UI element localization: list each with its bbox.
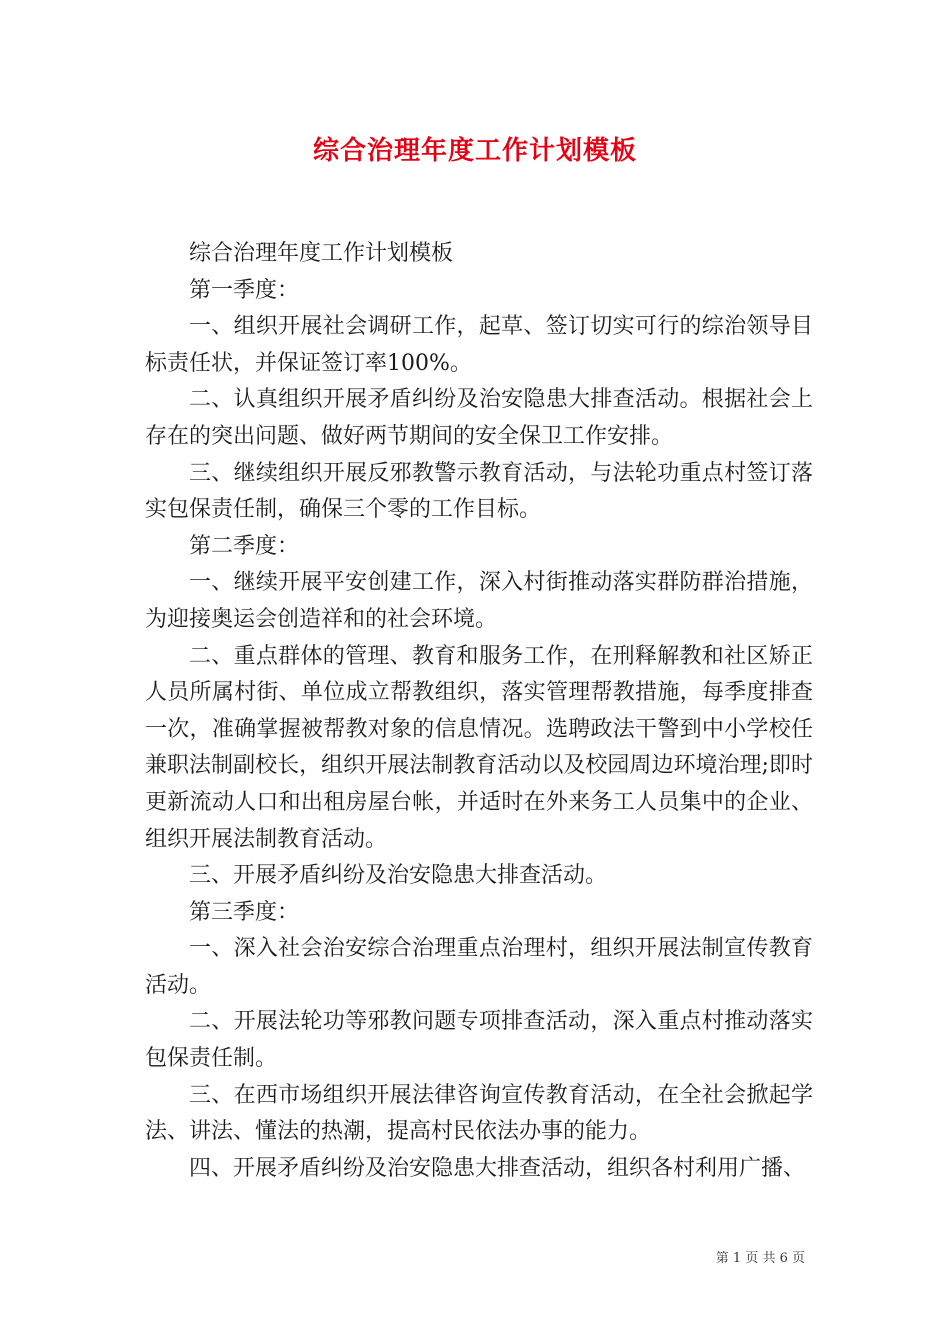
paragraph: 二、开展法轮功等邪教问题专项排查活动，深入重点村推动落实包保责任制。: [145, 1009, 813, 1072]
paragraph-q3-heading: 第三季度：: [189, 899, 300, 925]
paragraph: 四、开展矛盾纠纷及治安隐患大排查活动，组织各村利用广播、: [189, 1155, 806, 1181]
page-number-footer: 第 1 页 共 6 页: [715, 1251, 805, 1266]
paragraph: 二、认真组织开展矛盾纠纷及治安隐患大排查活动。根据社会上存在的突出问题、做好两节期间的安全保卫工作安排。: [145, 387, 813, 449]
paragraph-subtitle: 综合治理年度工作计划模板: [189, 241, 454, 266]
document-body: [145, 236, 813, 1187]
paragraph: 一、继续开展平安创建工作，深入村街推动落实群防群治措施，为迎接奥运会创造祥和的社会环境。: [145, 570, 813, 632]
paragraph-q1-heading: 第一季度：: [189, 277, 300, 303]
document-title: 综合治理年度工作计划模板: [312, 136, 637, 166]
paragraph: 三、开展矛盾纠纷及治安隐患大排查活动。: [189, 863, 608, 889]
paragraph: 二、重点群体的管理、教育和服务工作，在刑释解教和社区矫正人员所属村街、单位成立帮教组织，落实管理帮教措施，每季度排查一次，准确掌握被帮教对象的信息情况。选聘政法干警到中小学校任兼职法制副校长，组织开展法制教育活动以及校园周边环境治理;即时更新流动人口和出租房屋台帐，并适时在外来务工人员集中的企业、组织开展法制教育活动。: [145, 643, 813, 852]
paragraph: 三、在西市场组织开展法律咨询宣传教育活动，在全社会掀起学法、讲法、懂法的热潮，提高村民依法办事的能力。: [145, 1082, 813, 1145]
paragraph: 三、继续组织开展反邪教警示教育活动，与法轮功重点村签订落实包保责任制，确保三个零的工作目标。: [145, 460, 813, 523]
paragraph: 一、组织开展社会调研工作，起草、签订切实可行的综治领导目标责任状，并保证签订率100%。: [145, 314, 813, 376]
paragraph: 一、深入社会治安综合治理重点治理村，组织开展法制宣传教育活动。: [145, 936, 813, 998]
paragraph-q2-heading: 第二季度：: [189, 533, 300, 559]
